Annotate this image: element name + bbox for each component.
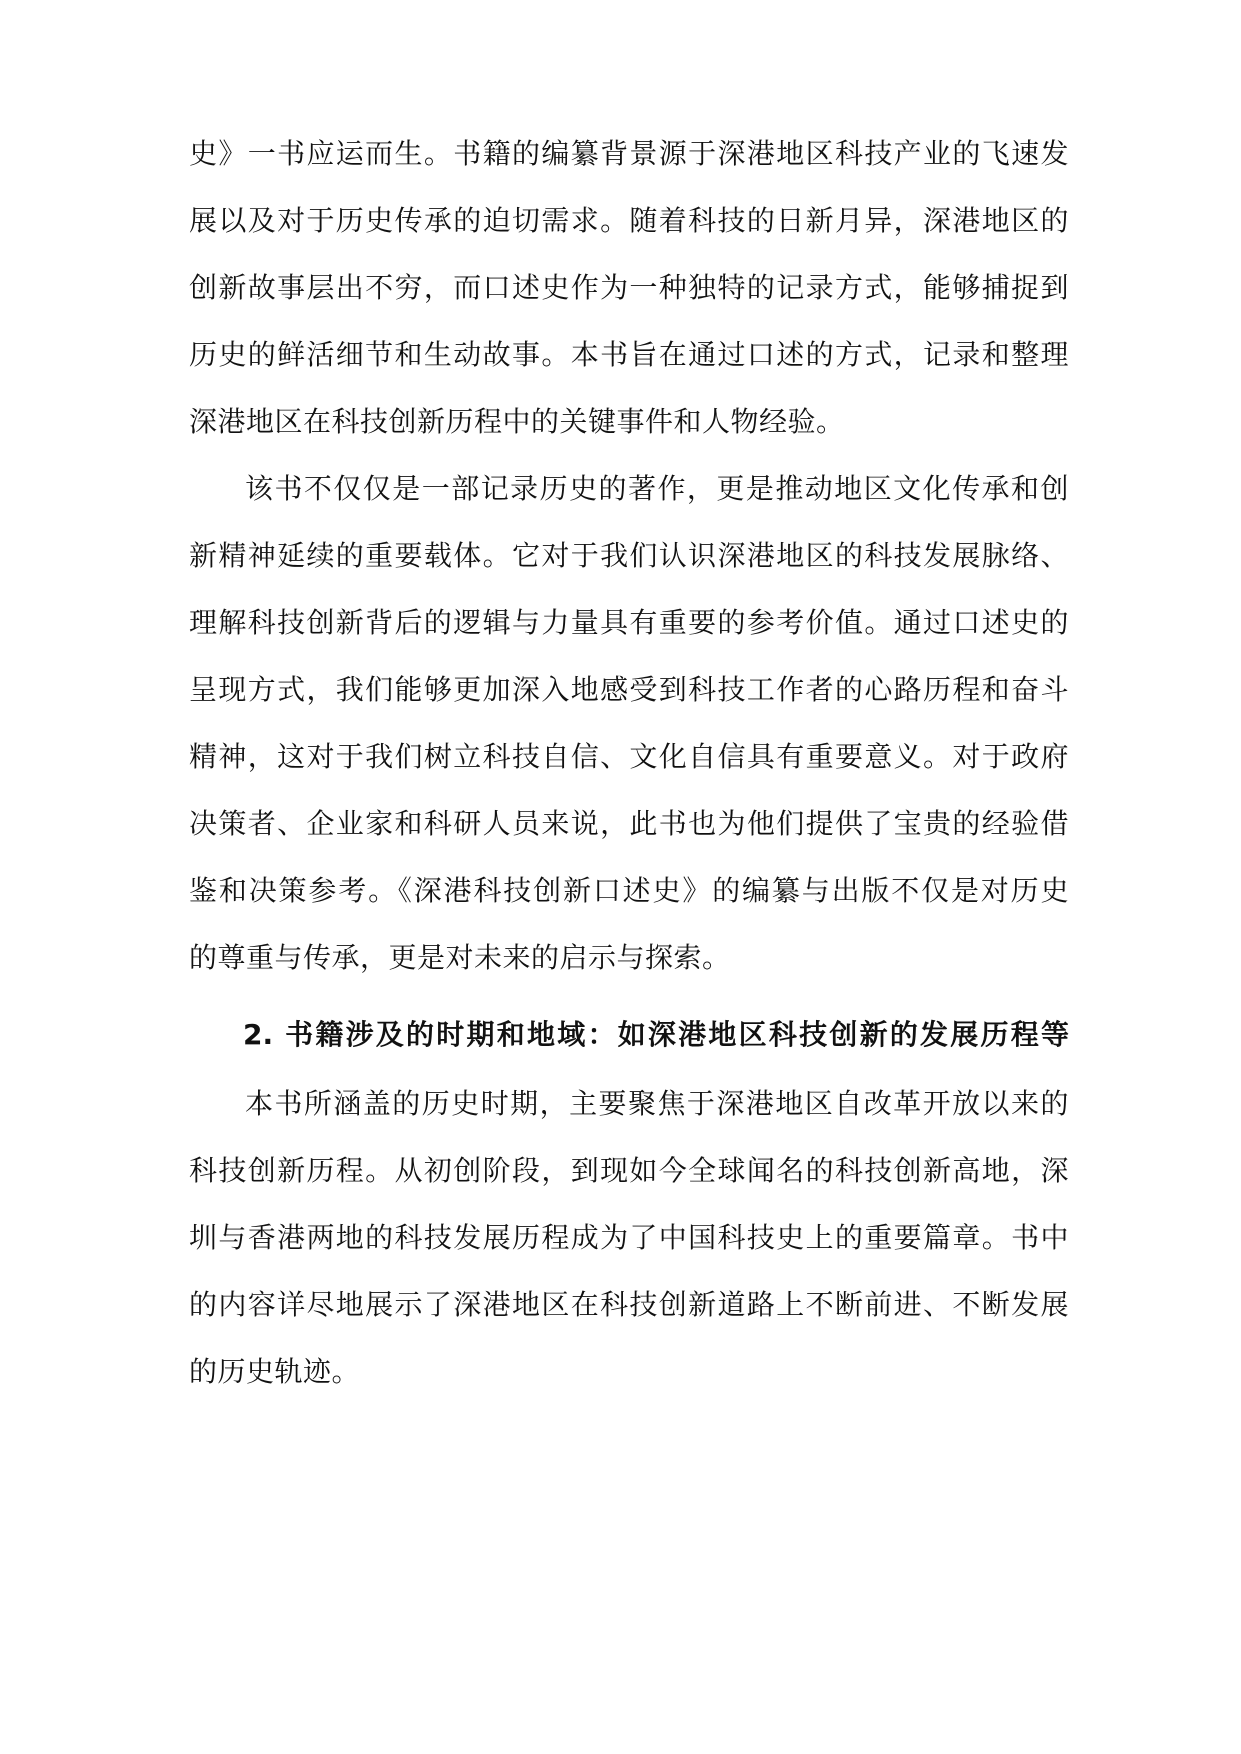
paragraph-2-line-3: 理解科技创新背后的逻辑与力量具有重要的参考价值。通过口述史的 — [189, 606, 1069, 639]
paragraph-3-line-4: 的内容详尽地展示了深港地区在科技创新道路上不断前进、不断发展 — [189, 1288, 1069, 1321]
paragraph-1-line-4: 历史的鲜活细节和生动故事。本书旨在通过口述的方式，记录和整理 — [189, 338, 1069, 371]
paragraph-2-line-7: 鉴和决策参考。《深港科技创新口述史》的编纂与出版不仅是对历史 — [189, 874, 1069, 907]
paragraph-2-line-6: 决策者、企业家和科研人员来说，此书也为他们提供了宝贵的经验借 — [189, 807, 1069, 840]
paragraph-2-line-4: 呈现方式，我们能够更加深入地感受到科技工作者的心路历程和奋斗 — [189, 673, 1069, 706]
paragraph-1-line-5: 深港地区在科技创新历程中的关键事件和人物经验。 — [189, 405, 845, 438]
paragraph-2-line-1: 该书不仅仅是一部记录历史的著作，更是推动地区文化传承和创 — [245, 472, 1069, 505]
paragraph-3-line-3: 圳与香港两地的科技发展历程成为了中国科技史上的重要篇章。书中 — [189, 1221, 1069, 1254]
paragraph-1-line-1: 史》一书应运而生。书籍的编纂背景源于深港地区科技产业的飞速发 — [189, 137, 1069, 170]
paragraph-2-line-5: 精神，这对于我们树立科技自信、文化自信具有重要意义。对于政府 — [189, 740, 1069, 773]
paragraph-3-line-2: 科技创新历程。从初创阶段，到现如今全球闻名的科技创新高地，深 — [189, 1154, 1069, 1187]
paragraph-1-line-3: 创新故事层出不穷，而口述史作为一种独特的记录方式，能够捕捉到 — [189, 271, 1069, 304]
paragraph-2-line-2: 新精神延续的重要载体。它对于我们认识深港地区的科技发展脉络、 — [189, 539, 1069, 572]
paragraph-2-line-8: 的尊重与传承，更是对未来的启示与探索。 — [189, 941, 731, 974]
paragraph-1-line-2: 展以及对于历史传承的迫切需求。随着科技的日新月异，深港地区的 — [189, 204, 1069, 237]
section-heading: 2. 书籍涉及的时期和地域：如深港地区科技创新的发展历程等 — [243, 1018, 1069, 1051]
paragraph-3-line-1: 本书所涵盖的历史时期，主要聚焦于深港地区自改革开放以来的 — [245, 1087, 1069, 1120]
paragraph-3-line-5: 的历史轨迹。 — [189, 1355, 361, 1388]
